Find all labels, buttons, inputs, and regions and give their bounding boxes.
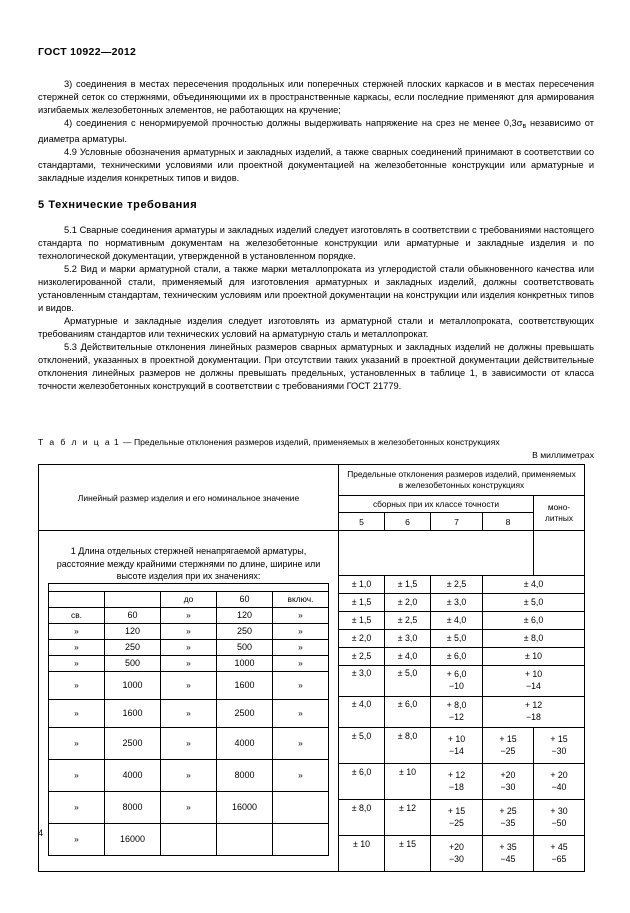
value-class-6: ± 4,0 bbox=[385, 648, 431, 666]
size-range-row bbox=[49, 591, 329, 607]
value-class-6: ± 10 bbox=[385, 764, 431, 800]
size-range-row bbox=[49, 623, 329, 639]
value-class-7 bbox=[431, 666, 483, 697]
range-to: 500 bbox=[217, 639, 273, 655]
section-heading-5: 5 Технические требования bbox=[38, 199, 198, 211]
value-class-6: ± 15 bbox=[385, 836, 431, 872]
value-class-8-mono bbox=[483, 697, 585, 728]
range-suffix bbox=[273, 823, 329, 855]
blank-cell-7 bbox=[431, 531, 483, 576]
range-from bbox=[105, 591, 161, 607]
range-prefix: » bbox=[49, 623, 105, 639]
value-class-8 bbox=[483, 728, 534, 764]
range-to: 1600 bbox=[217, 671, 273, 699]
value-class-7: ± 2,5 bbox=[431, 576, 483, 594]
value-class-5: ± 6,0 bbox=[339, 764, 385, 800]
value-upper: + 10 bbox=[447, 733, 466, 744]
range-prefix: » bbox=[49, 727, 105, 759]
lead-text: 1 Длина отдельных стержней ненапрягаемой арматуры, расстояние между крайними стержнями по длине, ширине или высоте изделия при их значениях: bbox=[56, 546, 321, 582]
value-class-6: ± 3,0 bbox=[385, 630, 431, 648]
value-upper: + 12 bbox=[524, 700, 543, 711]
value-lower: −30 bbox=[449, 853, 464, 864]
body-text-block bbox=[38, 78, 594, 393]
value-class-6: ± 1,5 bbox=[385, 576, 431, 594]
paragraph-clause-5-2: 5.2 Вид и марки арматурной стали, а также марки металлопроката из углеродистой стали обыкновенного качества или низколегированной стали, применяемый для изготовления арматурных и закладных изделий, должны соответствовать установленным стандартам, техническим условиям или проектной документации на конструкции или изделия конкретных типов и видов. bbox=[38, 264, 594, 313]
range-suffix bbox=[273, 791, 329, 823]
blank-cell-mono bbox=[534, 531, 585, 576]
spacer-after-heading bbox=[38, 211, 594, 224]
range-to: 120 bbox=[217, 607, 273, 623]
value-monolithic bbox=[534, 800, 585, 836]
value-lower: −10 bbox=[449, 681, 464, 691]
table-caption-title: Предельные отклонения размеров изделий, применяемых в железобетонных конструкциях bbox=[133, 437, 500, 447]
value-lower: −14 bbox=[526, 681, 541, 691]
range-to bbox=[217, 823, 273, 855]
value-upper: + 20 bbox=[550, 769, 568, 780]
range-mid: » bbox=[161, 699, 217, 727]
value-class-7 bbox=[431, 697, 483, 728]
value-class-5: ± 1,5 bbox=[339, 612, 385, 630]
value-class-7: ± 4,0 bbox=[431, 612, 483, 630]
range-suffix: » bbox=[273, 671, 329, 699]
value-monolithic bbox=[534, 728, 585, 764]
value-upper: +20 bbox=[449, 841, 464, 852]
value-class-7 bbox=[431, 764, 483, 800]
range-to: 250 bbox=[217, 623, 273, 639]
value-class-6: ± 12 bbox=[385, 800, 431, 836]
value-class-7: ± 5,0 bbox=[431, 630, 483, 648]
range-from: 250 bbox=[105, 639, 161, 655]
paragraph-clause-5-3: 5.3 Действительные отклонения линейных размеров сварных арматурных и закладных изделий не должны превышать отклонений, указанных в проектной документации. При отсутствии таких указаний в проектной документации действительные отклонения линейных размеров не должны превышать предельных, установленных в таблице 1, в зависимости от класса точности железобетонных конструкций в соответствии с требованиями ГОСТ 21779. bbox=[38, 342, 594, 391]
range-suffix: » bbox=[273, 699, 329, 727]
value-lower: −45 bbox=[500, 853, 516, 864]
value-class-8-mono: ± 8,0 bbox=[483, 630, 585, 648]
range-suffix: » bbox=[273, 759, 329, 791]
range-prefix bbox=[49, 591, 105, 607]
value-class-5: ± 5,0 bbox=[339, 728, 385, 764]
value-upper: + 12 bbox=[447, 769, 466, 780]
blank-cell-8 bbox=[483, 531, 534, 576]
value-lower: −35 bbox=[500, 817, 516, 828]
size-range-list bbox=[48, 583, 329, 856]
value-class-6: ± 2,0 bbox=[385, 594, 431, 612]
range-suffix: » bbox=[273, 727, 329, 759]
header-monolithic: моно- литных bbox=[534, 496, 585, 531]
sigma-subscript: в bbox=[522, 123, 527, 130]
blank-cell-6 bbox=[385, 531, 431, 576]
table-caption-label: Т а б л и ц а bbox=[38, 437, 112, 447]
range-suffix: » bbox=[273, 639, 329, 655]
header-class-6: 6 bbox=[385, 513, 431, 531]
value-class-8-mono: ± 4,0 bbox=[483, 576, 585, 594]
value-lower: −30 bbox=[500, 781, 516, 792]
table-header-row-1 bbox=[39, 465, 585, 496]
value-class-5: ± 2,5 bbox=[339, 648, 385, 666]
size-range-spacer bbox=[49, 583, 329, 591]
table-body-row-lead bbox=[39, 531, 585, 576]
size-range-row bbox=[49, 823, 329, 855]
range-mid bbox=[161, 823, 217, 855]
value-class-8-mono: ± 6,0 bbox=[483, 612, 585, 630]
value-lower: −18 bbox=[526, 712, 541, 722]
value-class-7 bbox=[431, 800, 483, 836]
value-lower: −18 bbox=[449, 781, 464, 792]
range-prefix: » bbox=[49, 655, 105, 671]
value-upper: + 6,0 bbox=[446, 669, 467, 680]
range-mid: » bbox=[161, 791, 217, 823]
value-class-6: ± 6,0 bbox=[385, 697, 431, 728]
range-mid: » bbox=[161, 623, 217, 639]
value-class-8 bbox=[483, 764, 534, 800]
range-to: 8000 bbox=[217, 759, 273, 791]
header-class-8: 8 bbox=[483, 513, 534, 531]
range-mid: » bbox=[161, 727, 217, 759]
deviation-table bbox=[38, 464, 585, 872]
range-from: 60 bbox=[105, 607, 161, 623]
size-range-row bbox=[49, 791, 329, 823]
range-suffix: » bbox=[273, 607, 329, 623]
paragraph-item-3: 3) соединения в местах пересечения продольных или поперечных стержней плоских каркасов и в местах пересечения стержней сеток со стержнями, объединяющими их в пространственные каркасы, если последние применяют для армирования изгибаемых железобетонных элементов, не работающих на кручение; bbox=[38, 79, 594, 115]
range-from: 500 bbox=[105, 655, 161, 671]
value-class-5: ± 2,0 bbox=[339, 630, 385, 648]
value-class-7 bbox=[431, 836, 483, 872]
paragraph-clause-5-1: 5.1 Сварные соединения арматуры и закладных изделий следует изготовлять в соответствии с требованиями настоящего стандарта по нормативным документам на железобетонные конструкции или арматурные и закладные изделия и по технологической документации, утвержденной в установленном порядке. bbox=[38, 225, 594, 261]
header-class-5: 5 bbox=[339, 513, 385, 531]
value-lower: −50 bbox=[551, 817, 567, 828]
row-label-column bbox=[39, 531, 339, 872]
value-lower: −14 bbox=[449, 745, 464, 756]
value-class-5: ± 1,5 bbox=[339, 594, 385, 612]
standard-header: ГОСТ 10922—2012 bbox=[38, 46, 137, 58]
value-class-6: ± 8,0 bbox=[385, 728, 431, 764]
spacer-before-heading bbox=[38, 185, 594, 199]
range-from: 4000 bbox=[105, 759, 161, 791]
range-from: 8000 bbox=[105, 791, 161, 823]
table-caption bbox=[38, 437, 594, 447]
range-to: 4000 bbox=[217, 727, 273, 759]
size-range-row bbox=[49, 727, 329, 759]
value-upper: + 45 bbox=[550, 841, 568, 852]
range-prefix: » bbox=[49, 639, 105, 655]
value-lower: −30 bbox=[551, 745, 567, 756]
value-class-8 bbox=[483, 800, 534, 836]
value-lower: −40 bbox=[551, 781, 567, 792]
table-caption-number: 1 bbox=[113, 437, 121, 447]
value-monolithic bbox=[534, 836, 585, 872]
paragraph-item-4 bbox=[38, 117, 594, 146]
range-to: 60 bbox=[217, 591, 273, 607]
value-class-6: ± 2,5 bbox=[385, 612, 431, 630]
value-class-8-mono bbox=[483, 666, 585, 697]
range-from: 16000 bbox=[105, 823, 161, 855]
value-class-7: ± 3,0 bbox=[431, 594, 483, 612]
value-class-8-mono: ± 10 bbox=[483, 648, 585, 666]
size-range-row bbox=[49, 759, 329, 791]
value-class-5: ± 1,0 bbox=[339, 576, 385, 594]
header-right-group: Предельные отклонения размеров изделий, применяемых в железобетонных конструкциях bbox=[339, 465, 585, 496]
size-range-row bbox=[49, 655, 329, 671]
range-mid: до bbox=[161, 591, 217, 607]
value-upper: + 15 bbox=[550, 733, 568, 744]
value-class-5: ± 4,0 bbox=[339, 697, 385, 728]
range-prefix: » bbox=[49, 759, 105, 791]
value-upper: + 15 bbox=[447, 805, 466, 816]
header-class-7: 7 bbox=[431, 513, 483, 531]
value-class-7 bbox=[431, 728, 483, 764]
range-from: 1600 bbox=[105, 699, 161, 727]
size-range-row bbox=[49, 639, 329, 655]
range-mid: » bbox=[161, 671, 217, 699]
range-to: 1000 bbox=[217, 655, 273, 671]
value-lower: −25 bbox=[449, 817, 464, 828]
value-class-5: ± 10 bbox=[339, 836, 385, 872]
value-class-8 bbox=[483, 836, 534, 872]
paragraph-item-4-before: 4) соединения с ненормируемой прочностью должны выдерживать напряжение на срез не менее 0,3σ bbox=[64, 118, 523, 128]
page-number: 4 bbox=[38, 828, 44, 838]
value-upper: + 8,0 bbox=[446, 700, 467, 711]
paragraph-clause-5-2-cont: Арматурные и закладные изделия следует изготовлять из арматурной стали и металлопроката, соответствующих требованиям стандартов или технических условий на арматурную сталь и металлопрокат. bbox=[38, 316, 594, 339]
value-monolithic bbox=[534, 764, 585, 800]
size-range-row bbox=[49, 671, 329, 699]
range-suffix: включ. bbox=[273, 591, 329, 607]
value-class-6: ± 5,0 bbox=[385, 666, 431, 697]
range-prefix: » bbox=[49, 671, 105, 699]
range-mid: » bbox=[161, 759, 217, 791]
range-prefix: » bbox=[49, 791, 105, 823]
blank-cell-5 bbox=[339, 531, 385, 576]
range-from: 1000 bbox=[105, 671, 161, 699]
paragraph-clause-4-9: 4.9 Условные обозначения арматурных и закладных изделий, а также сварных соединений принимают в соответствии со стандартами, техническими условиями или проектной документацией на железобетонные конструкции или арматурные и закладные изделия конкретных типов и видов. bbox=[38, 147, 594, 183]
range-suffix: » bbox=[273, 623, 329, 639]
value-upper: + 25 bbox=[499, 805, 517, 816]
value-class-5: ± 3,0 bbox=[339, 666, 385, 697]
value-class-5: ± 8,0 bbox=[339, 800, 385, 836]
value-lower: −12 bbox=[449, 712, 464, 722]
table-caption-dash: — bbox=[122, 437, 132, 447]
value-upper: + 10 bbox=[524, 669, 543, 680]
value-upper: + 35 bbox=[499, 841, 517, 852]
size-range-row bbox=[49, 607, 329, 623]
table-units-note: В миллиметрах bbox=[532, 450, 594, 460]
range-prefix: » bbox=[49, 823, 105, 855]
value-upper: + 30 bbox=[550, 805, 568, 816]
range-from: 2500 bbox=[105, 727, 161, 759]
value-class-8-mono: ± 5,0 bbox=[483, 594, 585, 612]
range-suffix: » bbox=[273, 655, 329, 671]
header-left-column: Линейный размер изделия и его номинальное значение bbox=[39, 465, 339, 531]
range-mid: » bbox=[161, 655, 217, 671]
value-lower: −25 bbox=[500, 745, 516, 756]
range-from: 120 bbox=[105, 623, 161, 639]
value-class-7: ± 6,0 bbox=[431, 648, 483, 666]
value-upper: +20 bbox=[500, 769, 516, 780]
size-range-row bbox=[49, 699, 329, 727]
range-mid: » bbox=[161, 639, 217, 655]
range-prefix: » bbox=[49, 699, 105, 727]
range-mid: » bbox=[161, 607, 217, 623]
header-assembled-group: сборных при их классе точности bbox=[339, 496, 534, 513]
range-to: 16000 bbox=[217, 791, 273, 823]
range-prefix: св. bbox=[49, 607, 105, 623]
range-to: 2500 bbox=[217, 699, 273, 727]
paragraph-item-4-after: независимо от диаметра арматуры. bbox=[38, 118, 594, 144]
value-upper: + 15 bbox=[499, 733, 517, 744]
value-lower: −65 bbox=[551, 853, 567, 864]
